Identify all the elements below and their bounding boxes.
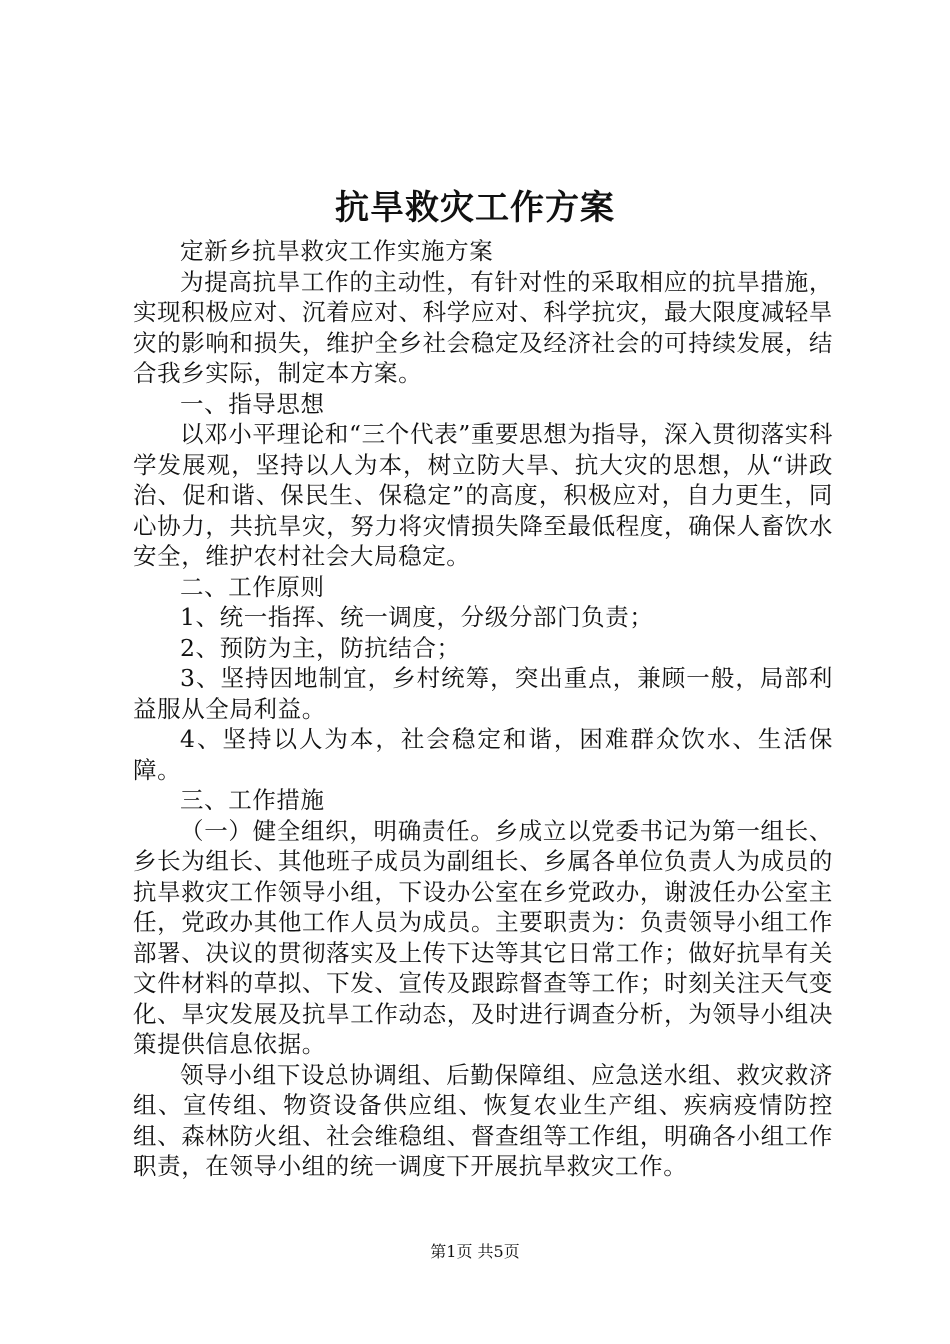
subtitle-paragraph: 定新乡抗旱救灾工作实施方案: [180, 237, 494, 265]
section-heading-guiding-ideology: 一、指导思想: [180, 389, 325, 418]
principle-item-3: 3、坚持因地制宜，乡村统筹，突出重点，兼顾一般，局部利益服从全局利益。: [133, 664, 833, 723]
section-heading-work-measures: 三、工作措施: [180, 786, 325, 814]
page-number-footer: 第1页 共5页: [430, 1242, 520, 1261]
measure-paragraph-2: 领导小组下设总协调组、后勤保障组、应急送水组、救灾救济组、宣传组、物资设备供应组、恢复农业生产组、疾病疫情防控组、森林防火组、社会维稳组、督查组等工作组，明确各小组工作职责，在领导小组的统一调度下开展抗旱救灾工作。: [133, 1060, 833, 1180]
intro-paragraph: 为提高抗旱工作的主动性，有针对性的采取相应的抗旱措施，实现积极应对、沉着应对、科学应对、科学抗灾，最大限度减轻旱灾的影响和损失，维护全乡社会稳定及经济社会的可持续发展，结合我乡实际，制定本方案。: [133, 267, 833, 387]
principle-item-2: 2、预防为主，防抗结合；: [180, 633, 461, 662]
section-heading-work-principles: 二、工作原则: [180, 572, 325, 601]
guiding-ideology-paragraph: 以邓小平理论和“三个代表”重要思想为指导，深入贯彻落实科学发展观，坚持以人为本，树立防大旱、抗大灾的思想，从“讲政治、促和谐、保民生、保稳定”的高度，积极应对，自力更生，同心协力，共抗旱灾，努力将灾情损失降至最低程度，确保人畜饮水安全，维护农村社会大局稳定。: [133, 420, 833, 570]
document-title: 抗旱救灾工作方案: [335, 188, 615, 228]
principle-item-4: 4、坚持以人为本，社会稳定和谐，困难群众饮水、生活保障。: [133, 725, 833, 784]
measure-paragraph-1: （一）健全组织，明确责任。乡成立以党委书记为第一组长、乡长为组长、其他班子成员为副组长、乡属各单位负责人为成员的抗旱救灾工作领导小组，下设办公室在乡党政办，谢波任办公室主任，党政办其他工作人员为成员。主要职责为：负责领导小组工作部署、决议的贯彻落实及上传下达等其它日常工作；做好抗旱有关文件材料的草拟、下发、宣传及跟踪督查等工作；时刻关注天气变化、旱灾发展及抗旱工作动态，及时进行调查分析，为领导小组决策提供信息依据。: [133, 816, 833, 1058]
principle-item-1: 1、统一指挥、统一调度，分级分部门负责；: [180, 603, 654, 631]
document-body: [133, 236, 833, 1182]
